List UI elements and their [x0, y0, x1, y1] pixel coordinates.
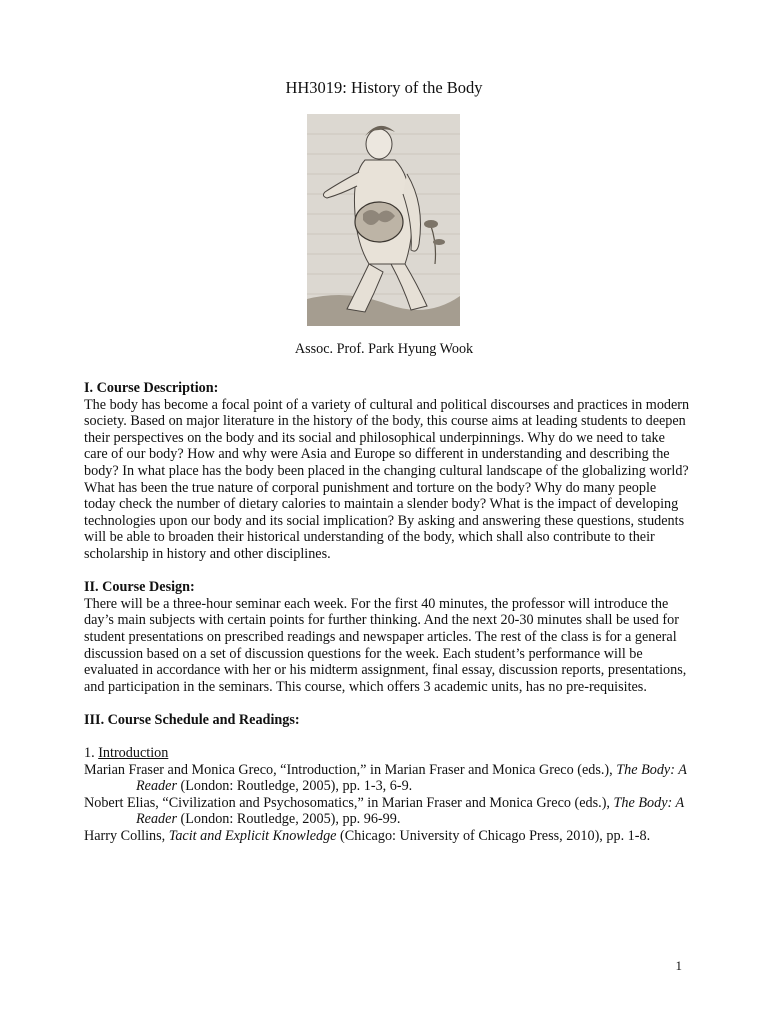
reading-reference [84, 828, 690, 845]
author-name: Assoc. Prof. Park Hyung Wook [294, 341, 474, 357]
reading-reference [84, 762, 690, 795]
anatomical-engraving-image [307, 114, 460, 326]
reference-book-title: Tacit and Explicit Knowledge [168, 828, 337, 845]
reference-text: Marian Fraser and Monica Greco, “Introduction,” in Marian Fraser and Monica Greco (eds.), [84, 761, 617, 778]
engraving-illustration [307, 114, 460, 326]
course-description-text: The body has become a focal point of a variety of cultural and political discourses and practices in modern society. Based on major literature in the history of the body, this course aims at leading students to deepen their perspectives on the body and its social and philosophical underpinnings. Why do we need to take care of our body? How and why were Asia and Europe so different in understanding and describing the body? In what place has the body been placed in the changing cultural landscape of the globalizing world? What has been the true nature of corporal punishment and torture on the body? Why do many people today check the number of dietary calories to maintain a slender body? What is the impact of developing technologies upon our body and its social implication? By asking and answering these questions, students will be able to broaden their historical understanding of the body, which shall also contribute to their scholarship in history and other disciplines. [84, 396, 690, 562]
section-heading-design: II. Course Design: [84, 579, 195, 596]
document-title: HH3019: History of the Body [285, 78, 483, 97]
page-number: 1 [675, 958, 682, 973]
reference-publication: (London: Routledge, 2005), pp. 1-3, 6-9. [176, 778, 413, 795]
reference-book-title: The Body: A Reader [136, 761, 687, 795]
section-heading-description: I. Course Description: [84, 380, 219, 396]
reference-book-title: The Body: A Reader [136, 794, 684, 828]
week-title: Introduction [98, 745, 169, 762]
reference-publication: (London: Routledge, 2005), pp. 96-99. [176, 811, 401, 828]
reference-text: Harry Collins, [84, 828, 169, 845]
document-body [84, 380, 690, 845]
reading-reference [84, 795, 690, 828]
week-number: 1. [84, 745, 95, 762]
week-heading [84, 745, 690, 762]
section-heading-schedule: III. Course Schedule and Readings: [84, 711, 300, 728]
course-design-text: There will be a three-hour seminar each week. For the first 40 minutes, the professor will introduce the day’s main subjects with certain points for further thinking. And the next 20-30 minutes shall be used for student presentations on prescribed readings and newspaper articles. The rest of the class is for a general discussion based on a set of discussion questions for the week. Each student’s performance will be evaluated in accordance with her or his midterm assignment, final essay, discussion reports, presentations, and participation in the seminars. This course, which offers 3 academic units, has no pre-requisites. [84, 595, 687, 695]
reference-text: Nobert Elias, “Civilization and Psychosomatics,” in Marian Fraser and Monica Greco (eds.), [84, 794, 614, 811]
reference-publication: (Chicago: University of Chicago Press, 2010), pp. 1-8. [336, 828, 651, 845]
